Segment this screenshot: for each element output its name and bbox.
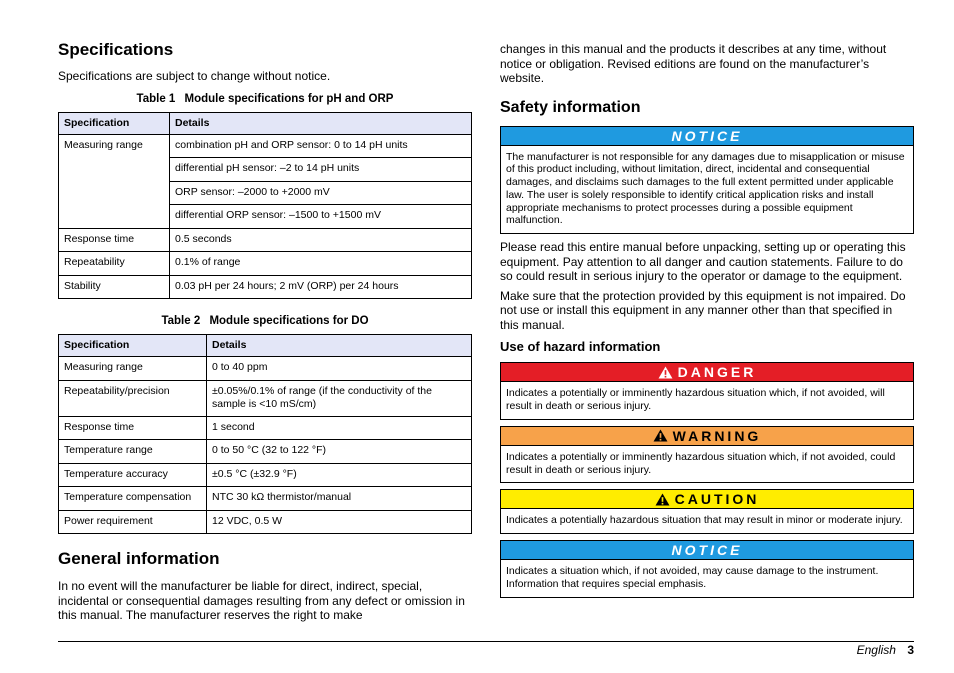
table-row (59, 275, 472, 299)
caution-label: CAUTION (674, 491, 760, 508)
notice-box-2 (500, 540, 914, 598)
table-header-cell: Details (170, 112, 472, 134)
table-row (59, 416, 472, 440)
table-row (59, 134, 472, 158)
table-cell-value: 12 VDC, 0.5 W (207, 510, 472, 534)
caution-header (501, 490, 913, 509)
table-row (59, 380, 472, 416)
table2-caption (58, 314, 472, 328)
specifications-intro: Specifications are subject to change without notice. (58, 69, 331, 83)
table-header-cell: Specification (59, 112, 170, 134)
warning-label: WARNING (672, 427, 762, 444)
table-row (59, 463, 472, 487)
table-cell-label: Response time (59, 416, 207, 440)
footer-rule (58, 641, 914, 642)
table-header-cell: Specification (59, 335, 207, 357)
table-cell-value: ORP sensor: –2000 to +2000 mV (170, 181, 472, 205)
table-cell-value: combination pH and ORP sensor: 0 to 14 pH units (170, 134, 472, 158)
table-row (59, 357, 472, 381)
table1-ph-orp (58, 112, 472, 300)
table1-caption (58, 92, 472, 106)
table-cell-value: 0.03 pH per 24 hours; 2 mV (ORP) per 24 hours (170, 275, 472, 299)
hazard-information-heading: Use of hazard information (500, 339, 661, 355)
notice-text: Indicates a situation which, if not avoided, may cause damage to the instrument. Information that requires special emphasis. (506, 565, 879, 591)
table-cell-label: Repeatability (59, 252, 170, 276)
table-cell-label: Temperature compensation (59, 487, 207, 511)
table-cell-value: differential ORP sensor: –1500 to +1500 mV (170, 205, 472, 229)
table-cell-label: Power requirement (59, 510, 207, 534)
danger-text: Indicates a potentially or imminently hazardous situation which, if not avoided, will result in death or serious injury. (506, 387, 885, 413)
caution-text: Indicates a potentially hazardous situation that may result in minor or moderate injury. (506, 514, 903, 527)
table-row (59, 440, 472, 464)
table-cell-value: ±0.05%/0.1% of range (if the conductivity of the sample is <10 mS/cm) (207, 380, 472, 416)
warning-box (500, 426, 914, 484)
table-cell-value: 0.5 seconds (170, 228, 472, 252)
table-cell-value: ±0.5 °C (±32.9 °F) (207, 463, 472, 487)
danger-header (501, 363, 913, 382)
table1-number: Table 1 (136, 92, 176, 105)
table-header-cell: Details (207, 335, 472, 357)
table-cell-label: Measuring range (59, 134, 170, 228)
right-column (500, 42, 914, 598)
table-cell-label: Temperature accuracy (59, 463, 207, 487)
danger-box (500, 362, 914, 420)
table-cell-value: 0.1% of range (170, 252, 472, 276)
notice-box-1 (500, 126, 914, 235)
notice-label: NOTICE (501, 127, 913, 146)
general-information-heading: General information (58, 549, 220, 568)
table-cell-value: 0 to 50 °C (32 to 122 °F) (207, 440, 472, 464)
table-row (59, 510, 472, 534)
table1-title: Module specifications for pH and ORP (184, 92, 394, 105)
table-cell-value: 1 second (207, 416, 472, 440)
table-cell-label: Response time (59, 228, 170, 252)
notice-text: The manufacturer is not responsible for any damages due to misapplication or misuse of this product including, without limitation, direct, incidental and consequential damages, and disclaims such damages to the full extent permitted under applicable law. The user is solely responsible to identify critical application risks and install appropriate mechanisms to protect processes during a possible equipment malfunction. (506, 150, 905, 227)
general-information-continued: changes in this manual and the products it describes at any time, without notice or obligation. Revised editions are found on the manufacturer’s website. (500, 42, 887, 85)
warning-header (501, 427, 913, 446)
safety-information-heading: Safety information (500, 98, 641, 116)
page-number: 3 (907, 643, 914, 657)
general-information-text: In no event will the manufacturer be liable for direct, indirect, special, incidental or consequential damages resulting from any defect or omission in this manual. The manufacturer reserves the right to make (58, 579, 465, 622)
warning-triangle-icon (658, 366, 673, 379)
specifications-heading: Specifications (58, 40, 174, 59)
table-cell-value: differential pH sensor: –2 to 14 pH units (170, 158, 472, 182)
warning-triangle-icon (653, 429, 668, 442)
table2-number: Table 2 (161, 315, 201, 327)
table-cell-label: Stability (59, 275, 170, 299)
table-cell-label: Measuring range (59, 357, 207, 381)
footer-language: English (856, 643, 896, 657)
notice-label: NOTICE (501, 541, 913, 560)
table-cell-value: NTC 30 kΩ thermistor/manual (207, 487, 472, 511)
safety-paragraph-1: Please read this entire manual before unpacking, setting up or operating this equipment. Pay attention to all danger and caution statements. Failure to do so could result in serious injury to the operator or damage to the equipment. (500, 240, 906, 284)
table2-do (58, 334, 472, 534)
table-row (59, 487, 472, 511)
left-column (58, 40, 472, 623)
table-row (59, 252, 472, 276)
warning-text: Indicates a potentially or imminently hazardous situation which, if not avoided, could result in death or serious injury. (506, 450, 896, 476)
table-cell-label: Temperature range (59, 440, 207, 464)
table-row (59, 228, 472, 252)
warning-triangle-icon (655, 493, 670, 506)
page-footer (857, 643, 914, 657)
safety-paragraph-2: Make sure that the protection provided by this equipment is not impaired. Do not use or install this equipment in any manner other than that specified in this manual. (500, 288, 906, 332)
caution-box (500, 489, 914, 534)
table-cell-label: Repeatability/precision (59, 380, 207, 416)
danger-label: DANGER (677, 364, 757, 381)
table2-title: Module specifications for DO (209, 315, 369, 327)
table-cell-value: 0 to 40 ppm (207, 357, 472, 381)
